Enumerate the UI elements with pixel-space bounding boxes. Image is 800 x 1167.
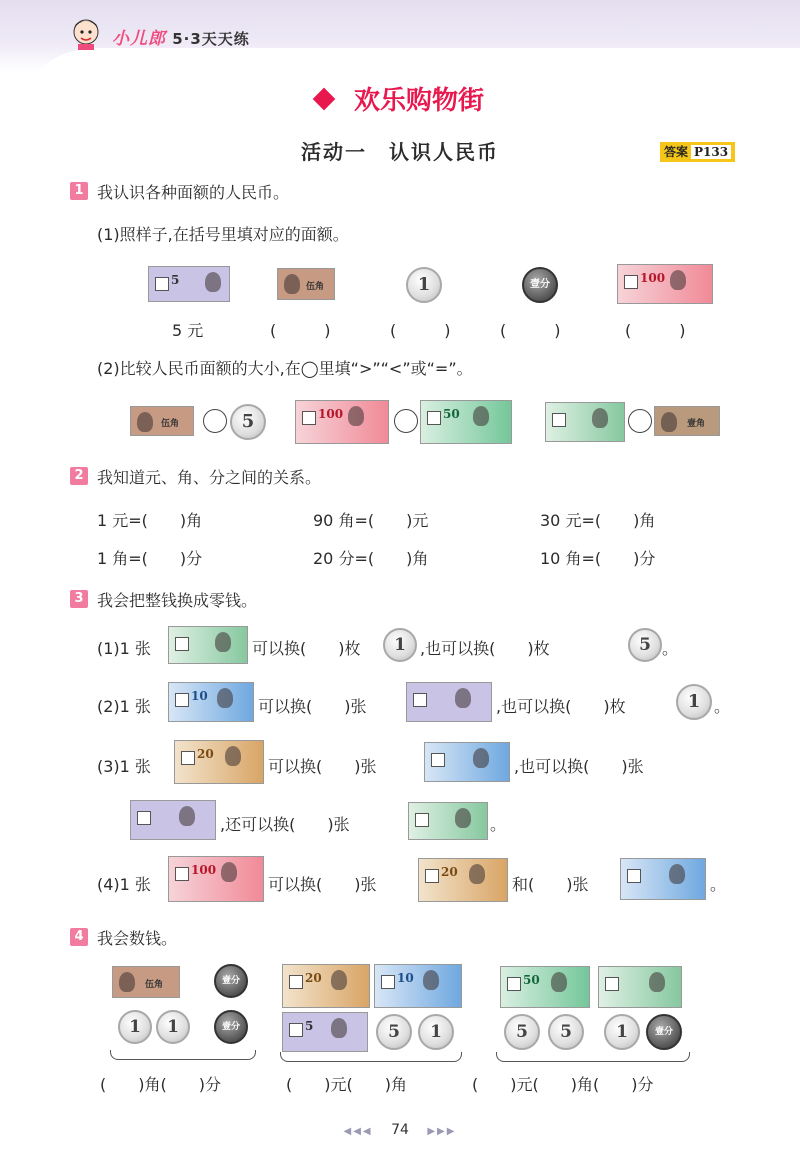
brand-logo <box>112 24 250 49</box>
question-number-2: 2 <box>70 467 88 485</box>
banknote-10-yuan <box>424 742 510 782</box>
q2-prompt: 我知道元、角、分之间的关系。 <box>97 468 322 487</box>
banknote-1-yuan <box>168 626 248 664</box>
q3-4-alt[interactable]: 和( )张 <box>512 875 589 894</box>
q3-3b-end: 。 <box>490 815 507 834</box>
q2-r1c1[interactable]: 1 元=( )角 <box>97 511 203 530</box>
banknote-1-jiao: 壹角 <box>654 406 720 436</box>
q4-prompt: 我会数钱。 <box>97 929 178 948</box>
compare-circle-3[interactable] <box>628 409 652 433</box>
banknote-100-yuan: 100 <box>168 856 264 902</box>
q2-r2c3[interactable]: 10 角=( )分 <box>540 549 656 568</box>
coin-5-jiao: 5 <box>230 404 266 440</box>
coin-1-fen: 壹分 <box>646 1014 682 1050</box>
compare-circle-1[interactable] <box>203 409 227 433</box>
banknote-5-yuan: 5 <box>148 266 230 302</box>
brand-series: 5·3天天练 <box>172 30 250 48</box>
q3-1-end: 。 <box>662 639 679 658</box>
banknote-1-yuan <box>545 402 625 442</box>
question-number-4: 4 <box>70 928 88 946</box>
compare-circle-2[interactable] <box>394 409 418 433</box>
banknote-5-jiao: 伍角 <box>112 966 180 998</box>
coin-5-jiao: 5 <box>376 1014 412 1050</box>
page-title <box>0 80 800 117</box>
group-brace-3 <box>496 1052 690 1062</box>
banknote-5-jiao: 伍角 <box>130 406 194 436</box>
coin-1-yuan: 1 <box>383 628 417 662</box>
coin-1-jiao: 1 <box>118 1010 152 1044</box>
q3-prompt: 我会把整钱换成零钱。 <box>97 591 258 610</box>
q2-r2c2[interactable]: 20 分=( )角 <box>313 549 429 568</box>
page-footer <box>0 1122 800 1138</box>
blank-4[interactable]: ( ) <box>625 321 686 340</box>
banknote-20-yuan: 20 <box>282 964 370 1008</box>
banknote-5-yuan <box>130 800 216 840</box>
mascot-icon <box>70 14 102 50</box>
q3-1-mid[interactable]: 可以换( )枚 <box>252 639 361 658</box>
banknote-20-yuan: 20 <box>418 858 508 902</box>
q3-2-lead: (2)1 张 <box>97 697 151 716</box>
banknote-50-yuan: 50 <box>500 966 590 1008</box>
coin-1-jiao: 1 <box>156 1010 190 1044</box>
coin-1-fen: 壹分 <box>522 267 558 303</box>
page-number: 74 <box>391 1122 409 1138</box>
q4-answer-3[interactable]: ( )元( )角( )分 <box>472 1075 654 1094</box>
coin-1-jiao: 1 <box>604 1014 640 1050</box>
coin-1-yuan: 1 <box>676 684 712 720</box>
banknote-1-yuan <box>408 802 488 840</box>
answer-page: P133 <box>691 145 731 159</box>
coin-5-jiao: 5 <box>504 1014 540 1050</box>
q2-r1c3[interactable]: 30 元=( )角 <box>540 511 656 530</box>
q3-3-mid[interactable]: 可以换( )张 <box>268 757 377 776</box>
banknote-20-yuan: 20 <box>174 740 264 784</box>
answer-badge[interactable] <box>660 142 735 162</box>
q1-prompt: 我认识各种面额的人民币。 <box>97 183 290 202</box>
blank-2[interactable]: ( ) <box>390 321 451 340</box>
banknote-10-yuan: 10 <box>168 682 254 722</box>
arrow-right-icon: ▶▶▶ <box>427 1126 457 1137</box>
activity-subtitle: 活动一 认识人民币 <box>301 140 499 164</box>
banknote-10-yuan: 10 <box>374 964 462 1008</box>
coin-1-fen: 壹分 <box>214 1010 248 1044</box>
example-answer: 5 元 <box>172 321 204 340</box>
answer-label: 答案 <box>664 145 689 159</box>
q3-4-end: 。 <box>710 875 727 894</box>
blank-1[interactable]: ( ) <box>270 321 331 340</box>
q1-part2: (2)比较人民币面额的大小,在◯里填“>”“<”或“=”。 <box>97 359 473 378</box>
q2-r1c2[interactable]: 90 角=( )元 <box>313 511 429 530</box>
banknote-5-jiao: 伍角 <box>277 268 335 300</box>
banknote-5-yuan <box>406 682 492 722</box>
brand-name: 小儿郎 <box>112 29 166 49</box>
q3-3-lead: (3)1 张 <box>97 757 151 776</box>
banknote-100-yuan: 100 <box>617 264 713 304</box>
q1-part1: (1)照样子,在括号里填对应的面额。 <box>97 225 349 244</box>
coin-1-jiao: 1 <box>418 1014 454 1050</box>
banknote-100-yuan: 100 <box>295 400 389 444</box>
coin-1-fen: 壹分 <box>214 964 248 998</box>
q3-2-alt[interactable]: ,也可以换( )枚 <box>496 697 626 716</box>
coin-5-jiao: 5 <box>628 628 662 662</box>
q3-3-alt[interactable]: ,也可以换( )张 <box>514 757 644 776</box>
group-brace-1 <box>110 1050 256 1060</box>
q3-2-end: 。 <box>714 697 731 716</box>
diamond-icon <box>313 87 336 110</box>
banknote-50-yuan: 50 <box>420 400 512 444</box>
banknote-1-yuan <box>598 966 682 1008</box>
q4-answer-1[interactable]: ( )角( )分 <box>100 1075 221 1094</box>
q3-1-alt[interactable]: ,也可以换( )枚 <box>420 639 550 658</box>
group-brace-2 <box>280 1052 462 1062</box>
q3-2-mid[interactable]: 可以换( )张 <box>258 697 367 716</box>
blank-3[interactable]: ( ) <box>500 321 561 340</box>
q3-1-lead: (1)1 张 <box>97 639 151 658</box>
q3-4-mid[interactable]: 可以换( )张 <box>268 875 377 894</box>
banknote-5-yuan: 5 <box>282 1012 368 1052</box>
question-number-1: 1 <box>70 182 88 200</box>
q4-answer-2[interactable]: ( )元( )角 <box>286 1075 407 1094</box>
banknote-10-yuan <box>620 858 706 900</box>
q2-r2c1[interactable]: 1 角=( )分 <box>97 549 203 568</box>
q3-4-lead: (4)1 张 <box>97 875 151 894</box>
question-number-3: 3 <box>70 590 88 608</box>
title-text: 欢乐购物街 <box>353 86 484 116</box>
coin-1-yuan: 1 <box>406 267 442 303</box>
q3-3b-mid[interactable]: ,还可以换( )张 <box>220 815 350 834</box>
arrow-left-icon: ◀◀◀ <box>343 1126 373 1137</box>
coin-5-jiao: 5 <box>548 1014 584 1050</box>
